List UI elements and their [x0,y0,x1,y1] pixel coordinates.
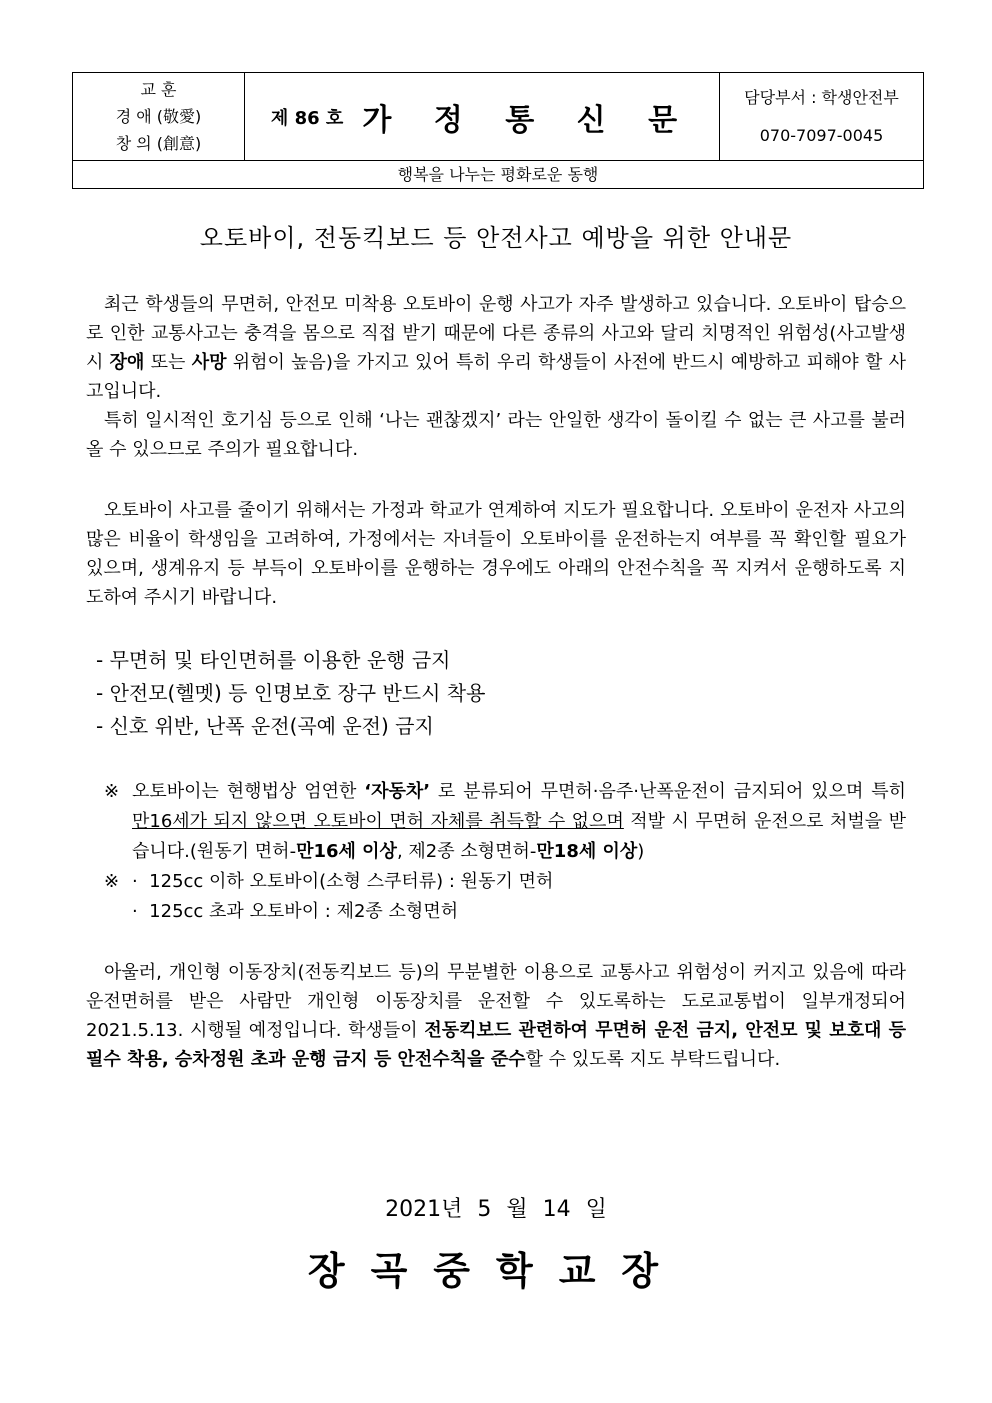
note-mark: ※ [104,871,120,892]
age-requirement: 만16세가 되지 않으면 오토바이 면허 자체를 취득할 수 없으며 [132,811,624,832]
motto-line-1: 경 애 (敬愛) [115,107,202,126]
safety-rule: - 안전모(헬멧) 등 인명보호 장구 반드시 착용 [96,681,486,705]
issue-date: 2021년 5 월 14 일 [385,1197,607,1222]
department-box [720,73,924,161]
safety-rule: - 무면허 및 타인면허를 이용한 운행 금지 [96,648,451,672]
note-mark: ※ [104,781,120,802]
school-motto-box [73,73,245,161]
safety-rules-list [96,644,485,743]
legal-notes [104,777,906,927]
cc-over-125-row [104,897,906,927]
license-note: ※ 오토바이는 현행법상 엄연한 ‘자동차’ 로 분류되어 무면허·음주·난폭운전이 금지되어 있으며 특히 만16세가 되지 않으면 오토바이 면허 자체를 취득할 수 없으며 적발 시 무면허 운전으로 처벌을 받습니다.(원동기 면허-만16세 이상, 제2종 소형면허-만18세 이상) [104,777,906,867]
newsletter-header [72,72,924,189]
cc-under-125: · 125cc 이하 오토바이(소형 스쿠터류) : 원동기 면허 [132,871,554,892]
principal-signature: 장곡중학교장 [307,1249,685,1293]
paragraph-kickboard: 아울러, 개인형 이동장치(전동킥보드 등)의 무분별한 이용으로 교통사고 위험성이 커지고 있음에 따라 운전면허를 받은 사람만 개인형 이동장치를 운전할 수 있도록하는 도로교통법이 일부개정되어 2021.5.13. 시행될 예정입니다. 학생들이 전동킥보드 관련하여 무면허 운전 금지, 안전모 및 보호대 등 필수 착용, 승차정원 초과 운행 금지 등 안전수칙을 준수할 수 있도록 지도 부탁드립니다. [86,962,907,1070]
document-title: 오토바이, 전동킥보드 등 안전사고 예방을 위한 안내문 [199,224,793,252]
cc-over-125: · 125cc 초과 오토바이 : 제2종 소형면허 [132,901,459,922]
paragraph-intro: 최근 학생들의 무면허, 안전모 미착용 오토바이 운행 사고가 자주 발생하고 있습니다. 오토바이 탑승으로 인한 교통사고는 충격을 몸으로 직접 받기 때문에 다른 종류의 사고와 달리 치명적인 위험성(사고발생 시 장애 또는 사망 위험이 높음)을 가지고 있어 특히 우리 학생들이 사전에 반드시 예방하고 피해야 할 사고입니다. [86,294,906,402]
cc-license-note [104,867,906,897]
newsletter-title: 가 정 통 신 문 [362,102,694,138]
motto-title: 교 훈 [140,80,177,99]
department-phone: 070-7097-0045 [759,125,884,145]
safety-rule: - 신호 위반, 난폭 운전(곡예 운전) 금지 [96,714,434,738]
issue-title-box [245,73,720,161]
paragraph-home-guidance: 오토바이 사고를 줄이기 위해서는 가정과 학교가 연계하여 지도가 필요합니다. 오토바이 운전자 사고의 많은 비율이 학생임을 고려하여, 가정에서는 자녀들이 오토바이를 운전하는지 여부를 꼭 확인할 필요가 있으며, 생계유지 등 부득이 오토바이를 운행하는 경우에도 아래의 안전수칙을 꼭 지켜서 운행하도록 지도하여 주시기 바랍니다. [86,500,906,608]
school-slogan: 행복을 나누는 평화로운 동행 [73,161,924,189]
department-label: 담당부서 : 학생안전부 [744,87,899,107]
motto-line-2: 창 의 (創意) [115,134,202,153]
paragraph-caution: 특히 일시적인 호기심 등으로 인해 ‘나는 괜찮겠지’ 라는 안일한 생각이 돌이킬 수 없는 큰 사고를 불러올 수 있으므로 주의가 필요합니다. [86,410,906,460]
issue-number: 제 86 호 [270,107,344,129]
